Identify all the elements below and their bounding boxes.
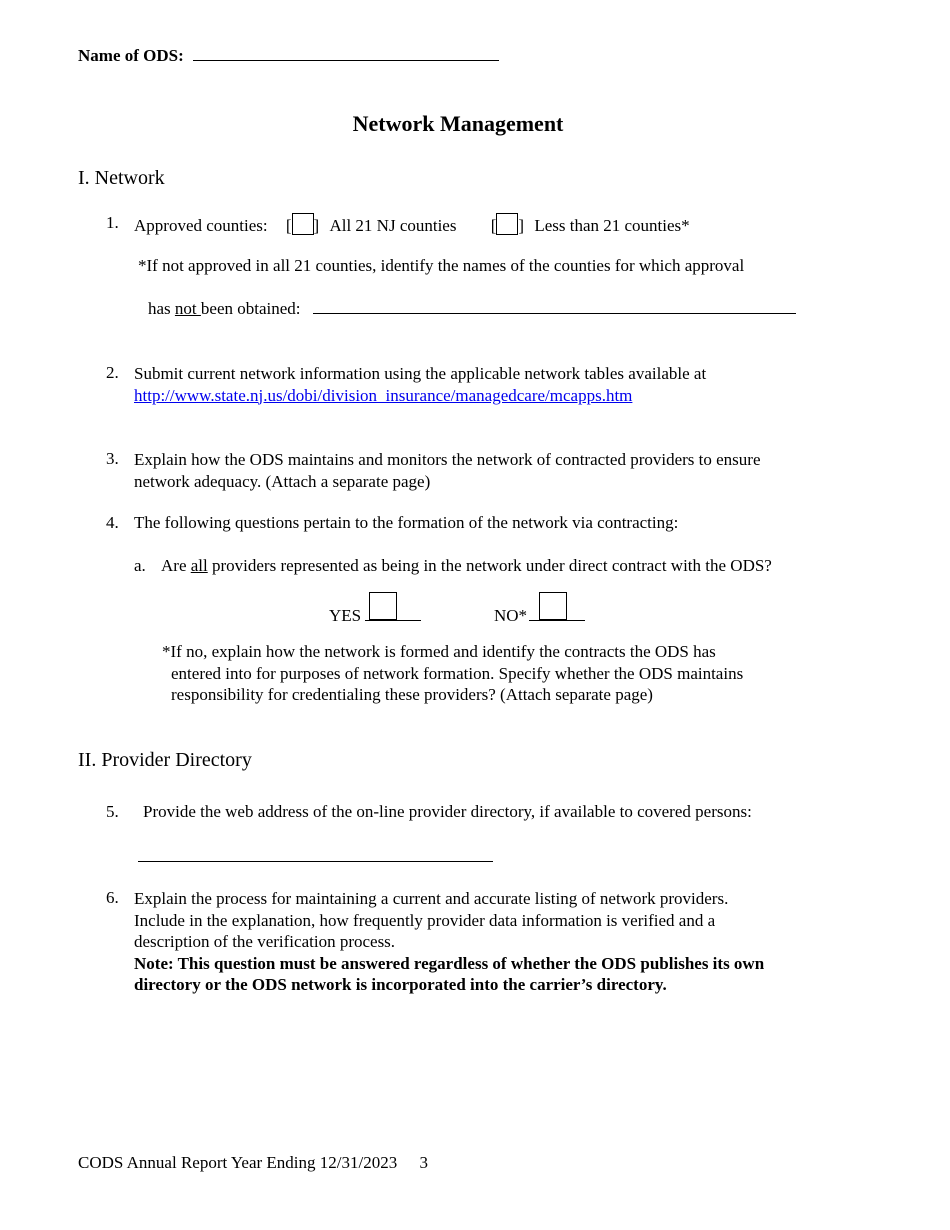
q6-line2: Include in the explanation, how frequently provider data information is verified and a	[134, 910, 716, 930]
no-option	[494, 598, 585, 626]
q1-label: Approved counties:	[134, 216, 268, 235]
q1-number: 1.	[106, 213, 119, 232]
q6-note-line2: directory or the ODS network is incorporated into the carrier’s directory.	[134, 975, 667, 994]
q6-line3: description of the verification process.	[134, 932, 396, 951]
q1-note-text-end: been obtained:	[200, 299, 301, 318]
page-title: Network Management	[352, 111, 564, 136]
page-footer	[78, 1153, 428, 1173]
ods-name-row	[78, 46, 499, 66]
bracket-open: [	[285, 216, 292, 235]
bracket-open: [	[490, 216, 497, 235]
q4a-note-line3: responsibility for credentialing these providers? (Attach separate page)	[171, 685, 653, 704]
all-counties-checkbox[interactable]	[292, 213, 314, 235]
q4a-question	[161, 556, 772, 576]
q1-note-text: has	[148, 299, 175, 318]
q1-note-line2	[148, 299, 796, 319]
q4a-note	[162, 641, 743, 706]
q1-note-line1: *If not approved in all 21 counties, identify the names of the counties for which approval	[138, 256, 745, 275]
counties-not-approved-field[interactable]	[313, 301, 796, 314]
q3-line1: Explain how the ODS maintains and monitors the network of contracted providers to ensure	[134, 450, 761, 469]
no-line	[529, 598, 585, 621]
ods-name-label: Name of ODS:	[78, 46, 184, 65]
q2-text: Submit current network information using the applicable network tables available at	[134, 364, 707, 383]
q4a-label: a.	[134, 556, 146, 575]
network-tables-link[interactable]: http://www.state.nj.us/dobi/division_insurance/managedcare/mcapps.htm	[134, 385, 633, 405]
section-provider-directory-heading: II. Provider Directory	[78, 749, 252, 771]
yes-option	[329, 598, 421, 626]
q5-number: 5.	[106, 802, 119, 821]
footer-text: CODS Annual Report Year Ending 12/31/2023	[78, 1153, 398, 1172]
q2-text-block	[134, 363, 706, 406]
q4a-note-line2: entered into for purposes of network formation. Specify whether the ODS maintains	[171, 663, 744, 683]
q4a-note-line1: *If no, explain how the network is formed and identify the contracts the ODS has	[162, 642, 716, 661]
q4-text: The following questions pertain to the formation of the network via contracting:	[134, 513, 679, 532]
q2-number: 2.	[106, 363, 119, 382]
ods-name-field[interactable]	[193, 46, 499, 61]
q1-row	[134, 213, 690, 236]
directory-web-address-field[interactable]	[138, 849, 493, 862]
bracket-close: ]	[518, 216, 525, 235]
q3-number: 3.	[106, 449, 119, 468]
q3-line2: network adequacy. (Attach a separate page)	[134, 471, 431, 491]
no-label: NO*	[494, 606, 528, 625]
yes-label: YES	[329, 606, 362, 625]
no-checkbox[interactable]	[539, 592, 567, 620]
q3-text-block	[134, 449, 761, 492]
yes-line	[365, 598, 421, 621]
q6-text-block	[134, 888, 764, 996]
q4a-text-end: providers represented as being in the network under direct contract with the ODS?	[207, 556, 772, 575]
q4a-all: all	[190, 556, 208, 575]
q1-note-not: not	[174, 299, 201, 318]
q4-number: 4.	[106, 513, 119, 532]
q6-note-line1: Note: This question must be answered regardless of whether the ODS publishes its own	[134, 953, 765, 973]
q6-line1: Explain the process for maintaining a current and accurate listing of network providers.	[134, 889, 729, 908]
q4a-text: Are	[161, 556, 191, 575]
yes-checkbox[interactable]	[369, 592, 397, 620]
less-counties-label: Less than 21 counties*	[534, 216, 690, 235]
bracket-close: ]	[313, 216, 320, 235]
q5-text: Provide the web address of the on-line provider directory, if available to covered persons:	[143, 802, 752, 821]
page-number: 3	[419, 1153, 428, 1172]
section-network-heading: I. Network	[78, 167, 165, 189]
q6-number: 6.	[106, 888, 119, 907]
less-counties-checkbox[interactable]	[496, 213, 518, 235]
all-counties-label: All 21 NJ counties	[329, 216, 457, 235]
